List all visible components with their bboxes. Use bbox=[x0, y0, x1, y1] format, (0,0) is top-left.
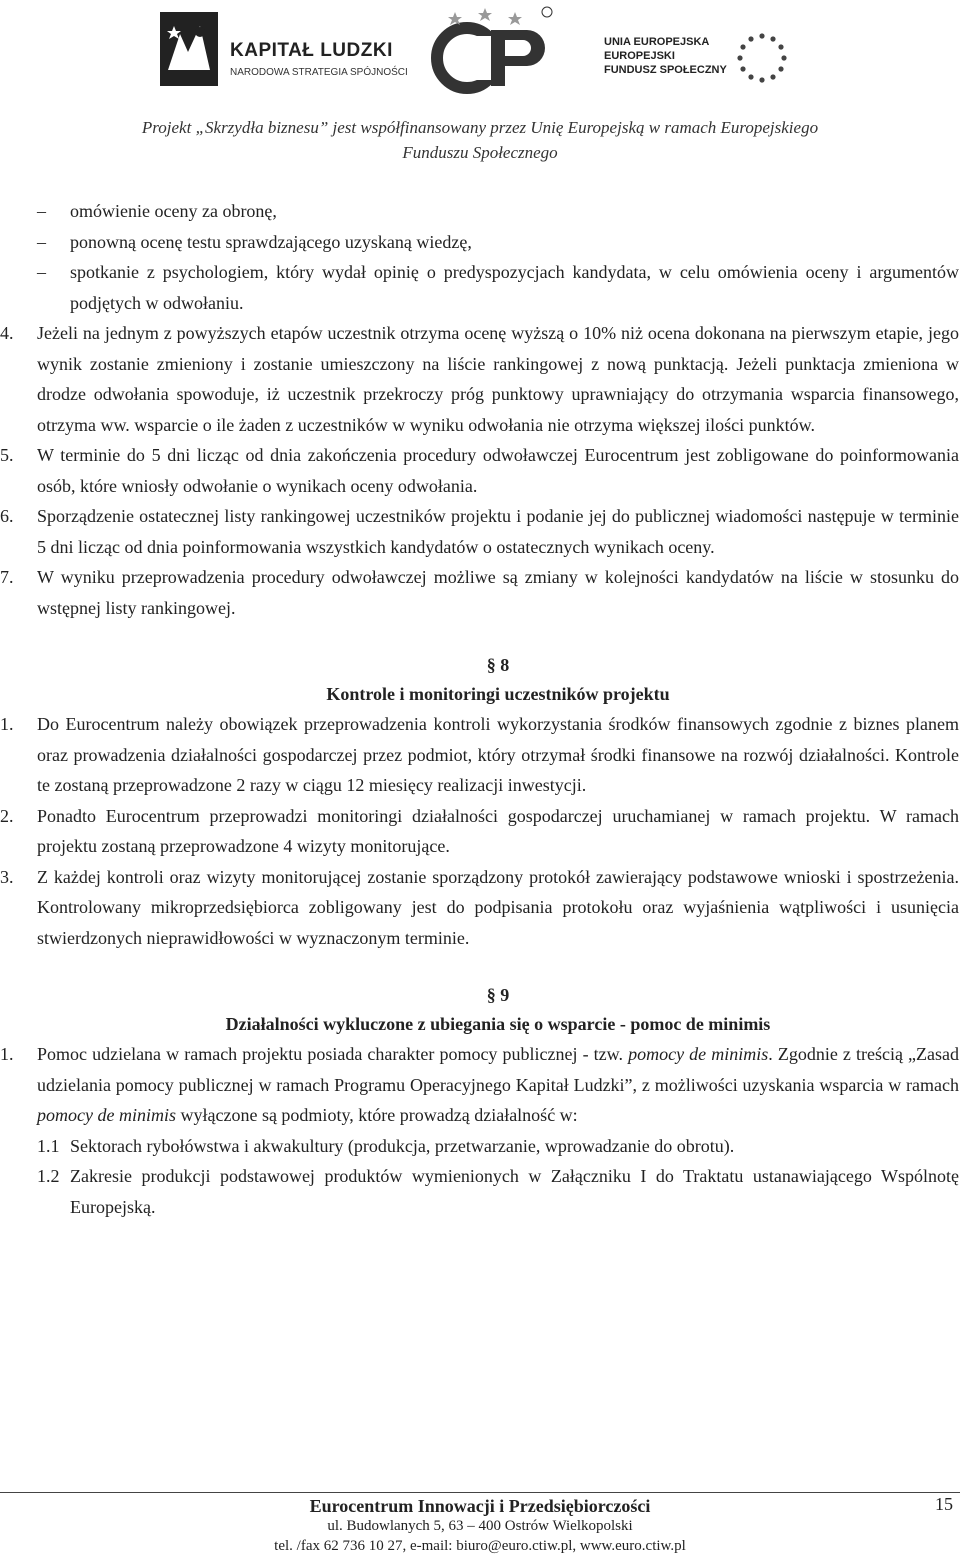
paragraph-text: Do Eurocentrum należy obowiązek przeprowadzenia kontroli wykorzystania środków finansowych zgodnie z biznes planem oraz prowadzenia działalności gospodarczej przez podmiot, który otrzymał środki finansowe na rozwój działalności. Kontrole te zostaną przeprowadzone 2 razy w ciągu 12 miesięcy realizacji inwestycji. bbox=[37, 714, 959, 795]
sub-item-number: 1.1 bbox=[37, 1135, 60, 1156]
paragraph-number: 5. bbox=[0, 445, 14, 465]
eu-logo bbox=[604, 30, 804, 90]
numbered-paragraph bbox=[0, 440, 959, 501]
sub-item-number: 1.2 bbox=[37, 1166, 60, 1186]
page-number: 15 bbox=[935, 1494, 953, 1514]
page-header bbox=[0, 0, 960, 170]
kapital-ludzki-emblem-icon bbox=[160, 12, 218, 86]
kapital-ludzki-name: KAPITAŁ LUDZKI bbox=[230, 40, 393, 61]
footer-divider bbox=[0, 1492, 960, 1493]
dash-list-item bbox=[37, 257, 959, 318]
eu-logo-line3: FUNDUSZ SPOŁECZNY bbox=[604, 64, 727, 76]
dash-bullet: – bbox=[37, 262, 46, 282]
paragraph-number: 7. bbox=[0, 567, 14, 587]
paragraph-text: Pomoc udzielana w ramach projektu posiada charakter pomocy publicznej - tzw. bbox=[37, 1044, 623, 1064]
section-8-number: § 8 bbox=[486, 655, 510, 675]
paragraph-text: Jeżeli na jednym z powyższych etapów uczestnik otrzyma ocenę wyższą o 10% niż ocena dokonana na pierwszym etapie, jego wynik zostanie zmieniony i zostanie umieszczony na liście rankingowej z nową punktacją. Jeżeli punktacja zmieniona w drodze odwołania spowoduje, iż uczestnik przekroczy próg punktowy uprawniający do otrzymania wsparcia finansowego, otrzyma ww. wsparcie o ile żaden z uczestników w wyniku odwołania nie otrzyma większej ilości punktów. bbox=[37, 323, 959, 435]
paragraph-number: 1. bbox=[0, 1044, 14, 1064]
numbered-paragraph bbox=[0, 1039, 959, 1131]
dash-item-text: spotkanie z psychologiem, który wydał opinię o predyspozycjach kandydata, w celu omówienia oceny i argumentów podjętych w odwołaniu. bbox=[70, 262, 959, 313]
paragraph-number: 3. bbox=[0, 866, 14, 887]
paragraph-text: W terminie do 5 dni licząc od dnia zakończenia procedury odwoławczej Eurocentrum jest zobligowane do poinformowania osób, które wniosły odwołanie o wynikach oceny odwołania. bbox=[37, 445, 959, 496]
numbered-paragraph bbox=[0, 501, 959, 562]
numbered-paragraph bbox=[0, 318, 959, 440]
dash-list-item bbox=[37, 196, 959, 227]
dash-bullet: – bbox=[37, 231, 46, 252]
numbered-paragraph bbox=[0, 862, 959, 954]
sub-list-item bbox=[37, 1131, 959, 1162]
section-9-number: § 9 bbox=[486, 985, 510, 1005]
eu-stars-icon bbox=[732, 28, 792, 88]
numbered-paragraph bbox=[0, 801, 959, 862]
dash-item-text: omówienie oceny za obronę, bbox=[70, 201, 277, 221]
paragraph-italic-term: pomocy de minimis bbox=[628, 1044, 769, 1064]
section-8-title: Kontrole i monitoringi uczestników projektu bbox=[326, 683, 670, 704]
project-funding-line-1: Projekt „Skrzydła biznesu” jest współfinansowany przez Unię Europejską w ramach Europejskiego bbox=[141, 118, 819, 137]
footer-contact: tel. /fax 62 736 10 27, e-mail: biuro@euro.ctiw.pl, www.euro.ctiw.pl bbox=[274, 1538, 686, 1554]
footer-organization: Eurocentrum Innowacji i Przedsiębiorczości bbox=[309, 1496, 651, 1516]
paragraph-number: 6. bbox=[0, 506, 14, 526]
paragraph-text: wyłączone są podmioty, które prowadzą działalność w: bbox=[180, 1105, 578, 1125]
paragraph-text: Ponadto Eurocentrum przeprowadzi monitoringi działalności gospodarczej uruchamianej w ramach projektu. W ramach projektu zostaną przeprowadzone 4 wizyty monitorujące. bbox=[37, 805, 959, 856]
paragraph-text: Sporządzenie ostatecznej listy rankingowej uczestników projektu i podanie jej do publicznej wiadomości następuje w terminie 5 dni licząc od dnia poinformowania wszystkich kandydatów o ostatecznych wynikach oceny. bbox=[37, 506, 959, 557]
sub-item-text: Sektorach rybołówstwa i akwakultury (produkcja, przetwarzanie, wprowadzanie do obrotu). bbox=[70, 1135, 735, 1156]
paragraph-italic-term: pomocy de minimis bbox=[37, 1105, 176, 1125]
eu-logo-line1: UNIA EUROPEJSKA bbox=[604, 36, 710, 48]
paragraph-number: 4. bbox=[0, 323, 14, 343]
dash-item-text: ponowną ocenę testu sprawdzającego uzyskaną wiedzę, bbox=[70, 231, 472, 252]
project-funding-line-2: Funduszu Społecznego bbox=[402, 143, 558, 162]
dash-bullet: – bbox=[37, 201, 46, 221]
numbered-paragraph bbox=[0, 709, 959, 801]
dash-list-item bbox=[37, 227, 959, 258]
sub-item-text: Zakresie produkcji podstawowej produktów wymienionych w Załączniku I do Traktatu ustanawiającego Wspólnotę Europejską. bbox=[70, 1166, 959, 1217]
eu-logo-line2: EUROPEJSKI bbox=[604, 50, 675, 62]
page-footer bbox=[0, 1496, 960, 1556]
paragraph-text: W wyniku przeprowadzenia procedury odwoławczej możliwe są zmiany w kolejności kandydatów na liście w stosunku do wstępnej listy rankingowej. bbox=[37, 567, 959, 618]
paragraph-text: Z każdej kontroli oraz wizyty monitorującej zostanie sporządzony protokół zawierający podstawowe wnioski i spostrzeżenia. Kontrolowany mikroprzedsiębiorca zobligowany jest do podpisania protokołu oraz wyjaśnienia wątpliwości i usunięcia stwierdzonych nieprawidłowości w wyznaczonym terminie. bbox=[37, 866, 959, 948]
kapital-ludzki-logo bbox=[160, 12, 408, 92]
numbered-paragraph bbox=[0, 562, 959, 623]
paragraph-number: 1. bbox=[0, 714, 14, 734]
section-9-title: Działalności wykluczone z ubiegania się o wsparcie - pomoc de minimis bbox=[225, 1013, 771, 1034]
document-body bbox=[0, 196, 959, 1222]
footer-address: ul. Budowlanych 5, 63 – 400 Ostrów Wielkopolski bbox=[327, 1518, 633, 1534]
paragraph-text: . Zgodnie z treścią „Zasad udzielania pomocy publicznej w ramach Programu Operacyjnego Kapitał Ludzki”, z możliwości uzyskania wsparcia w ramach bbox=[37, 1044, 959, 1095]
sub-list-item bbox=[37, 1161, 959, 1222]
kapital-ludzki-subtitle: NARODOWA STRATEGIA SPÓJNOŚCI bbox=[230, 67, 408, 78]
paragraph-number: 2. bbox=[0, 805, 14, 826]
cp-logo-icon bbox=[425, 6, 555, 98]
